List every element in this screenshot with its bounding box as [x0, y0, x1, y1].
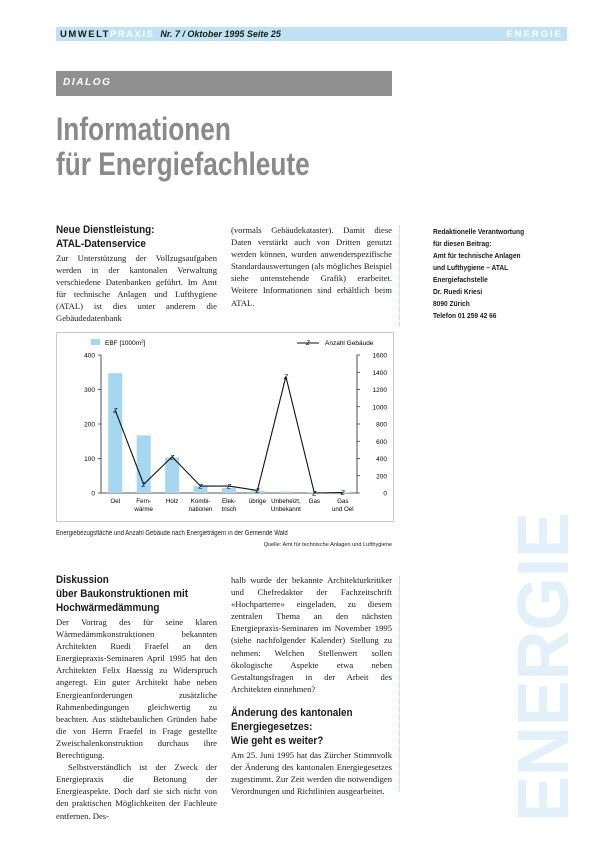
article1-column1	[56, 224, 217, 325]
page-title	[56, 112, 384, 182]
article2-heading-2: über Baukonstruktionen mit	[56, 588, 189, 600]
sidebar-line: Dr. Ruedi Kriesi	[433, 287, 483, 296]
legend-bar-label: EBF $[1000m^2]$	[105, 338, 146, 347]
article3-text: Am 25. Juni 1995 hat das Zürcher Stimmvolk der Änderung des kantonalen Energiegesetzes zugestimmt. Zur Zeit werden die notwendigen Verordnungen und Richtlinien ausgearbeitet.	[231, 749, 392, 797]
line-point-marker: Z	[198, 483, 203, 491]
line-point-marker: Z	[113, 407, 118, 415]
article2-column2	[231, 574, 392, 797]
title-line-1: Informationen	[56, 111, 231, 147]
line-point-marker: Z	[255, 487, 260, 495]
article2-column1	[56, 574, 217, 822]
sidebar-line: 8090 Zürich	[433, 299, 470, 308]
left-tick-label: 200	[84, 421, 95, 429]
category-label: wärme	[134, 506, 153, 513]
category-label: nationen	[188, 506, 213, 513]
category-label: übrige	[248, 498, 267, 505]
legend-bar-swatch	[91, 339, 100, 345]
header-issue: Nr. 7 / Oktober 1995 Seite 25	[160, 29, 281, 39]
right-tick-label: 1400	[372, 369, 387, 377]
dialog-label: DIALOG	[63, 77, 112, 88]
line-point-marker: Z	[283, 374, 288, 382]
article2-paragraph-3: halb wurde der bekannte Architekturkritiker und Chefredaktor der Fachzeitschrift «Hochparterre» eingeladen, zu diesem zentralen Thema an den nächsten Energiepraxis-Seminaren im November 1995 (siehe nachfolgender Kalender) Stellung zu nehmen: Welchen Stellenwert sollen ökologische Aspekte etwa neben Gestaltungsfragen in der Arbeit des Architekten einnehmen?	[231, 575, 392, 694]
left-tick-label: 300	[84, 387, 95, 394]
right-tick-label: 1200	[372, 387, 387, 394]
bar	[165, 457, 179, 493]
category-label: Oel	[110, 498, 121, 505]
bar	[108, 373, 122, 493]
category-label: Kombi-	[190, 498, 211, 505]
line-point-marker: Z	[340, 490, 345, 498]
article3-heading-2: Energiegesetzes:	[231, 720, 313, 733]
category-label: Gas	[308, 498, 321, 505]
line-point-marker: Z	[141, 481, 146, 489]
chart-frame	[56, 332, 394, 522]
category-label: Holz	[165, 498, 179, 505]
sidebar-line: für diesen Beitrag:	[433, 239, 492, 248]
header-umwelt: UMWELT	[60, 29, 110, 40]
sidebar-line: Amt für technische Anlagen	[433, 251, 521, 260]
left-tick-label: 100	[84, 456, 95, 463]
left-tick-label: 400	[84, 352, 95, 360]
category-label: Fern-	[136, 498, 152, 505]
line-point-marker: Z	[170, 454, 175, 462]
chart-source: Quelle: Amt für technische Anlagen und Lufthygiene	[263, 542, 392, 548]
article1-heading-2: ATAL-Datenservice	[56, 238, 146, 250]
article1-column2	[231, 224, 392, 309]
right-tick-label: 200	[376, 473, 387, 481]
chart-caption: Energiebezugsfläche und Anzahl Gebäude nach Energieträgern in der Gemeinde Wald	[56, 530, 288, 537]
category-label: Gas	[337, 498, 349, 505]
article3-heading-1: Änderung des kantonalen	[231, 706, 353, 719]
right-tick-label: 600	[376, 438, 387, 446]
right-tick-label: 400	[376, 456, 387, 463]
legend-line-marker: Z	[306, 341, 310, 347]
legend-line-label: Anzahl Gebäude	[325, 340, 374, 347]
column-divider-lower	[399, 576, 400, 792]
article2-heading-3: Hochwärmedämmung	[56, 602, 160, 614]
category-label: und Oel	[331, 506, 354, 513]
sidebar-line: und Lufthygiene – ATAL	[433, 263, 509, 272]
article3-heading-3: Wie geht es weiter?	[231, 734, 324, 747]
sidebar-line: Telefon 01 259 42 66	[433, 311, 497, 320]
magazine-header	[60, 29, 281, 40]
category-label: Unbeheizt,	[271, 498, 301, 505]
sidebar-line: Redaktionelle Verantwortung	[433, 227, 525, 236]
header-section: ENERGIE	[506, 29, 563, 40]
article1-text-1: Zur Unterstützung der Vollzugsaufgaben werden in der kantonalen Verwaltung verschiedene Datenbanken geführt. Im Amt für technische Anlagen und Lufthygiene (ATAL) ist dies unter anderem die Gebäudedatenbank	[56, 253, 217, 324]
sidebar-line: Energiefachstelle	[433, 275, 488, 284]
article2-paragraph-2: Selbstverständlich ist der Zweck der Energiepraxis die Betonung der Energieaspekte. Doch darf sie sich nicht von den praktischen Möglichkeiten der Fachleute entfernen. Des-	[56, 762, 217, 821]
article1-heading-1: Neue Dienstleistung:	[56, 224, 155, 236]
category-label: trisch	[221, 506, 237, 513]
category-label: Unbekannt	[270, 506, 301, 513]
article2-heading-1: Diskussion	[56, 574, 109, 586]
column-divider	[399, 226, 400, 326]
header-praxis: PRAXIS	[109, 29, 155, 40]
right-tick-label: 1600	[372, 352, 387, 360]
right-tick-label: 800	[376, 421, 387, 429]
category-label: Elek-	[221, 498, 237, 505]
line-point-marker: Z	[227, 483, 231, 491]
right-tick-label: 1000	[372, 404, 387, 412]
energy-chart	[57, 333, 393, 521]
left-tick-label: 0	[91, 490, 95, 498]
article2-paragraph-1: Der Vortrag des für seine klaren Wärmedämmkonstruktionen bekannten Architekten Ruedi Fraefel an den Energiepraxis-Seminaren April 1995 hat den Architekten Felix Haessig zu Widerspruch angeregt. Ein guter Architekt habe neben Energieanforderungen zusätzliche Rahmenbedingungen gleichwertig zu beachten. Aus städtebaulichen Gründen habe die von Herrn Fraefel in Frage gestellte Zweischalenkonstruktion durchaus ihre Berechtigung.	[56, 617, 217, 761]
article1-text-2: (vormals Gebäudekataster). Damit diese Daten verstärkt auch von Dritten genutzt werden können, wurden anwenderspezifische Standardauswertungen (als mögliches Beispiel siehe untenstehende Grafik) erarbeitet. Weitere Informationen sind erhältlich beim ATAL.	[231, 225, 392, 308]
bar	[279, 492, 293, 493]
editorial-sidebar	[433, 226, 573, 322]
vertical-section-word	[506, 500, 581, 830]
title-line-2: für Energiefachleute	[56, 146, 310, 182]
vertical-energie-word: ENERGIE	[506, 500, 581, 822]
line-point-marker: Z	[312, 490, 317, 498]
right-tick-label: 0	[383, 490, 387, 498]
